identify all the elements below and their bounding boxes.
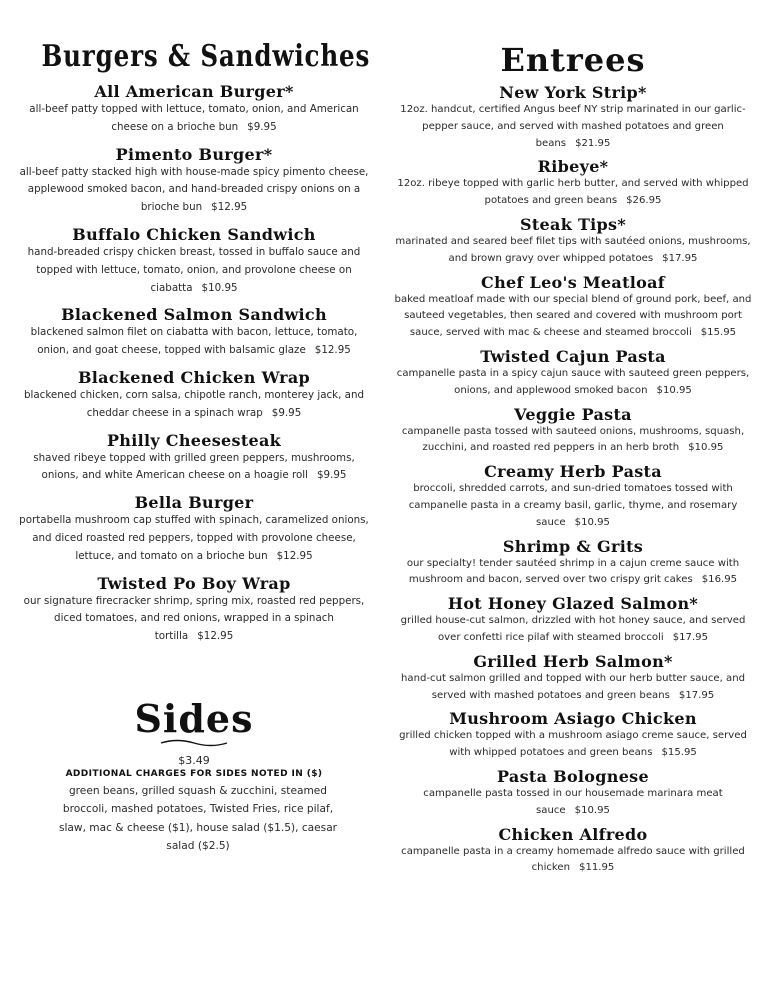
item-price: $9.95 (317, 469, 347, 482)
entrees-title: Entrees (500, 41, 646, 79)
item-name: Grilled Herb Salmon* (473, 651, 673, 671)
menu-item (8, 494, 380, 565)
menu-item (8, 369, 380, 423)
item-price: $10.95 (201, 281, 238, 294)
menu-item (386, 348, 760, 400)
menu-item (386, 710, 760, 762)
menu-item (8, 432, 380, 486)
item-description: campanelle pasta in a spicy cajun sauce with sauteed green peppers, onions, and applewood smoked bacon $10.95 (396, 367, 750, 396)
menu-item (386, 768, 760, 820)
item-description: campanelle pasta in a creamy homemade alfredo sauce with grilled chicken $11.95 (401, 845, 745, 874)
item-price: $12.95 (314, 344, 351, 357)
item-name: New York Strip* (499, 83, 647, 102)
menu-item (386, 84, 760, 152)
item-name: Philly Cheesesteak (106, 430, 282, 450)
item-price: $17.95 (672, 631, 709, 643)
sides-title: Sides (134, 695, 254, 741)
item-description: hand-breaded crispy chicken breast, tossed in buffalo sauce and topped with lettuce, tomato, onion, and provolone cheese on ciabatta $10.95 (27, 245, 361, 294)
item-name: Steak Tips* (520, 214, 626, 234)
sides-description: green beans, grilled squash & zucchini, steamed broccoli, mashed potatoes, Twisted Fries, rice pilaf, slaw, mac & cheese ($1), house salad ($1.5), caesar salad ($2.5) (58, 784, 338, 853)
item-description: campanelle pasta tossed with sauteed onions, mushrooms, squash, zucchini, and roasted red peppers in an herb broth $10.95 (401, 425, 745, 454)
item-name: Twisted Po Boy Wrap (97, 573, 291, 593)
item-price: $17.95 (678, 689, 715, 701)
item-name: All American Burger* (94, 82, 294, 101)
left-column (8, 0, 380, 856)
menu-item (386, 274, 760, 342)
item-price: $9.95 (271, 406, 302, 419)
item-name: Twisted Cajun Pasta (480, 346, 666, 366)
item-description: broccoli, shredded carrots, and sun-dried tomatoes tossed with campanelle pasta in a creamy basil, garlic, thyme, and rosemary sauce $10.95 (408, 483, 738, 528)
item-description: 12oz. handcut, certified Angus beef NY strip marinated in our garlic-pepper sauce, and served with mashed potatoes and green beans $21.95 (400, 104, 746, 149)
item-description: our specialty! tender sautéed shrimp in a cajun creme sauce with mushroom and bacon, served over two crispy grit cakes $16.95 (406, 557, 740, 586)
menu-item (386, 216, 760, 268)
item-price: $12.95 (211, 201, 248, 214)
item-name: Pasta Bolognese (497, 766, 649, 786)
item-name: Shrimp & Grits (502, 536, 644, 556)
entrees-list (386, 84, 760, 877)
item-price: $26.95 (626, 195, 662, 207)
item-description: all-beef patty topped with lettuce, tomato, onion, and American cheese on a brioche bun $9.95 (29, 103, 359, 133)
sides-note: ADDITIONAL CHARGES FOR SIDES NOTED IN ($) (65, 768, 323, 779)
item-price: $10.95 (656, 384, 692, 396)
item-name: Bella Burger (134, 493, 254, 513)
right-column (386, 0, 760, 877)
item-name: Ribeye* (537, 157, 609, 177)
menu-item (8, 146, 380, 217)
item-description: shaved ribeye topped with grilled green peppers, mushrooms, onions, and white American cheese on a hoagie roll $9.95 (33, 451, 355, 482)
item-name: Creamy Herb Pasta (484, 462, 662, 482)
item-description: blackened chicken, corn salsa, chipotle ranch, monterey jack, and cheddar cheese in a spinach wrap $9.95 (23, 388, 365, 419)
item-name: Veggie Pasta (514, 404, 632, 424)
menu-item (386, 463, 760, 531)
item-description: hand-cut salmon grilled and topped with our herb butter sauce, and served with mashed potatoes and green beans $17.95 (401, 672, 745, 701)
menu-item (386, 653, 760, 705)
menu-item (8, 306, 380, 360)
item-price: $11.95 (579, 862, 615, 874)
item-name: Buffalo Chicken Sandwich (72, 224, 316, 244)
item-description: our signature firecracker shrimp, spring mix, roasted red peppers, diced tomatoes, and red onions, wrapped in a spinach tortilla $12.95 (23, 594, 365, 643)
item-price: $21.95 (575, 137, 611, 149)
item-description: grilled house-cut salmon, drizzled with hot honey sauce, and served over confetti rice pilaf with steamed broccoli $17.95 (400, 615, 746, 643)
item-description: blackened salmon filet on ciabatta with bacon, lettuce, tomato, onion, and goat cheese, topped with balsamic glaze $12.95 (30, 326, 358, 357)
item-description: 12oz. ribeye topped with garlic herb butter, and served with whipped potatoes and green beans $26.95 (397, 178, 749, 207)
item-description: marinated and seared beef filet tips with sautéed onions, mushrooms, and brown gravy over whipped potatoes $17.95 (395, 235, 751, 264)
item-description: all-beef patty stacked high with house-made spicy pimento cheese, applewood smoked bacon, and hand-breaded crispy onions on a brioche bun $12.95 (19, 165, 369, 214)
item-description: grilled chicken topped with a mushroom asiago creme sauce, served with whipped potatoes and green beans $15.95 (399, 730, 747, 759)
item-price: $15.95 (700, 327, 737, 339)
item-description: baked meatloaf made with our special blend of ground pork, beef, and sauteed vegetables, then seared and covered with mushroom port sauce, served with mac & cheese and steamed broccoli $15.95 (394, 293, 752, 339)
item-name: Hot Honey Glazed Salmon* (447, 594, 699, 614)
menu-item (386, 406, 760, 458)
item-name: Mushroom Asiago Chicken (449, 709, 697, 729)
menu-item (8, 575, 380, 646)
item-name: Blackened Salmon Sandwich (61, 305, 327, 325)
item-price: $12.95 (197, 630, 234, 643)
item-name: Chicken Alfredo (498, 824, 648, 844)
item-name: Pimento Burger* (115, 144, 273, 164)
item-name: Blackened Chicken Wrap (77, 367, 311, 387)
burgers-sandwiches-title: Burgers & Sandwiches (41, 39, 371, 74)
item-price: $15.95 (661, 747, 697, 759)
item-price: $9.95 (247, 120, 277, 133)
item-price: $16.95 (701, 574, 738, 586)
item-price: $10.95 (574, 804, 610, 816)
item-description: campanelle pasta tossed in our housemade marinara meat sauce $10.95 (423, 787, 723, 816)
burgers-list (8, 83, 380, 646)
menu-item (386, 538, 760, 590)
sides-price: $3.49 (178, 753, 210, 767)
item-price: $10.95 (688, 442, 724, 454)
item-name: Chef Leo's Meatloaf (481, 272, 665, 292)
menu-item (8, 226, 380, 297)
menu-item (386, 158, 760, 210)
menu-item (386, 826, 760, 878)
item-price: $17.95 (662, 252, 698, 264)
item-price: $12.95 (276, 549, 313, 562)
item-price: $10.95 (574, 516, 610, 528)
item-description: portabella mushroom cap stuffed with spinach, caramelized onions, and diced roasted red peppers, topped with provolone cheese, lettuce, and tomato on a brioche bun $12.95 (19, 514, 369, 562)
menu-item (8, 83, 380, 137)
menu-item (386, 595, 760, 647)
